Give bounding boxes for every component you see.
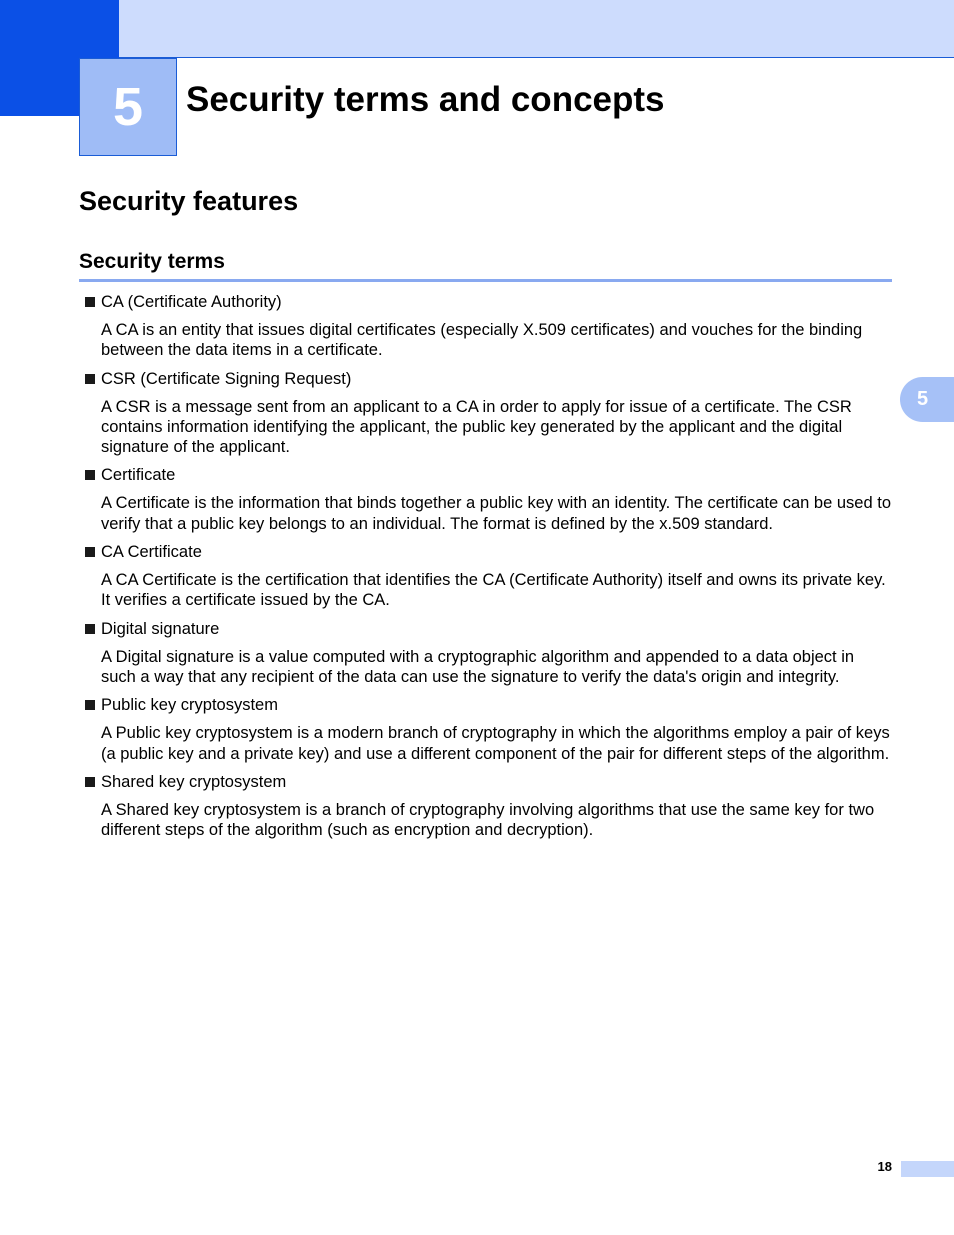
term-heading (79, 695, 892, 715)
term-label: Certificate (101, 466, 176, 485)
side-tab-number: 5 (917, 388, 929, 410)
footer-bar (901, 1161, 954, 1177)
term-item (79, 369, 892, 458)
square-bullet-icon (85, 470, 95, 480)
term-item (79, 772, 892, 841)
square-bullet-icon (85, 777, 95, 787)
chapter-number: 5 (112, 77, 144, 137)
chapter-number-box (79, 58, 177, 156)
term-description: A Certificate is the information that binds together a public key with an identity. The certificate can be used to verify that a public key belongs to an individual. The format is defined by the x.509 standard. (101, 494, 891, 533)
term-item (79, 292, 892, 361)
subsection-divider (79, 279, 892, 282)
subsection-title: Security terms (79, 250, 225, 273)
term-heading (79, 772, 892, 792)
term-item (79, 542, 892, 611)
term-heading (79, 619, 892, 639)
term-heading (79, 465, 892, 485)
term-item (79, 695, 892, 764)
square-bullet-icon (85, 297, 95, 307)
term-label: CSR (Certificate Signing Request) (101, 369, 352, 388)
term-label: Digital signature (101, 619, 220, 638)
term-heading (79, 542, 892, 562)
term-description: A CA Certificate is the certification that identifies the CA (Certificate Authority) itself and owns its private key. It verifies a certificate issued by the CA. (101, 571, 886, 610)
chapter-side-tab[interactable] (900, 377, 954, 422)
term-item (79, 619, 892, 688)
term-heading (79, 292, 892, 312)
chapter-title: Security terms and concepts (186, 80, 665, 119)
section-title: Security features (79, 186, 299, 216)
term-heading (79, 369, 892, 389)
term-description: A Digital signature is a value computed with a cryptographic algorithm and appended to a data object in such a way that any recipient of the data can use the signature to verify the data's origin and integrity. (101, 647, 855, 686)
term-description: A Public key cryptosystem is a modern branch of cryptography in which the algorithms employ a pair of keys (a public key and a private key) and use a different component of the pair for different steps of the algorithm. (101, 724, 890, 763)
term-description: A Shared key cryptosystem is a branch of cryptography involving algorithms that use the same key for two different steps of the algorithm (such as encryption and decryption). (101, 800, 875, 840)
term-label: Public key cryptosystem (101, 696, 278, 715)
terms-list (79, 292, 892, 848)
page-number: 18 (877, 1159, 892, 1174)
square-bullet-icon (85, 700, 95, 710)
term-label: Shared key cryptosystem (101, 772, 287, 791)
square-bullet-icon (85, 374, 95, 384)
term-item (79, 465, 892, 534)
term-label: CA (Certificate Authority) (101, 293, 282, 311)
square-bullet-icon (85, 624, 95, 634)
header-band (0, 0, 954, 58)
term-label: CA Certificate (101, 543, 202, 562)
square-bullet-icon (85, 547, 95, 557)
term-description: A CSR is a message sent from an applicant to a CA in order to apply for issue of a certificate. The CSR contains information identifying the applicant, the public key generated by the applicant and the digital signature of the applicant. (101, 397, 852, 457)
term-description: A CA is an entity that issues digital certificates (especially X.509 certificates) and vouches for the binding between the data items in a certificate. (101, 321, 863, 360)
